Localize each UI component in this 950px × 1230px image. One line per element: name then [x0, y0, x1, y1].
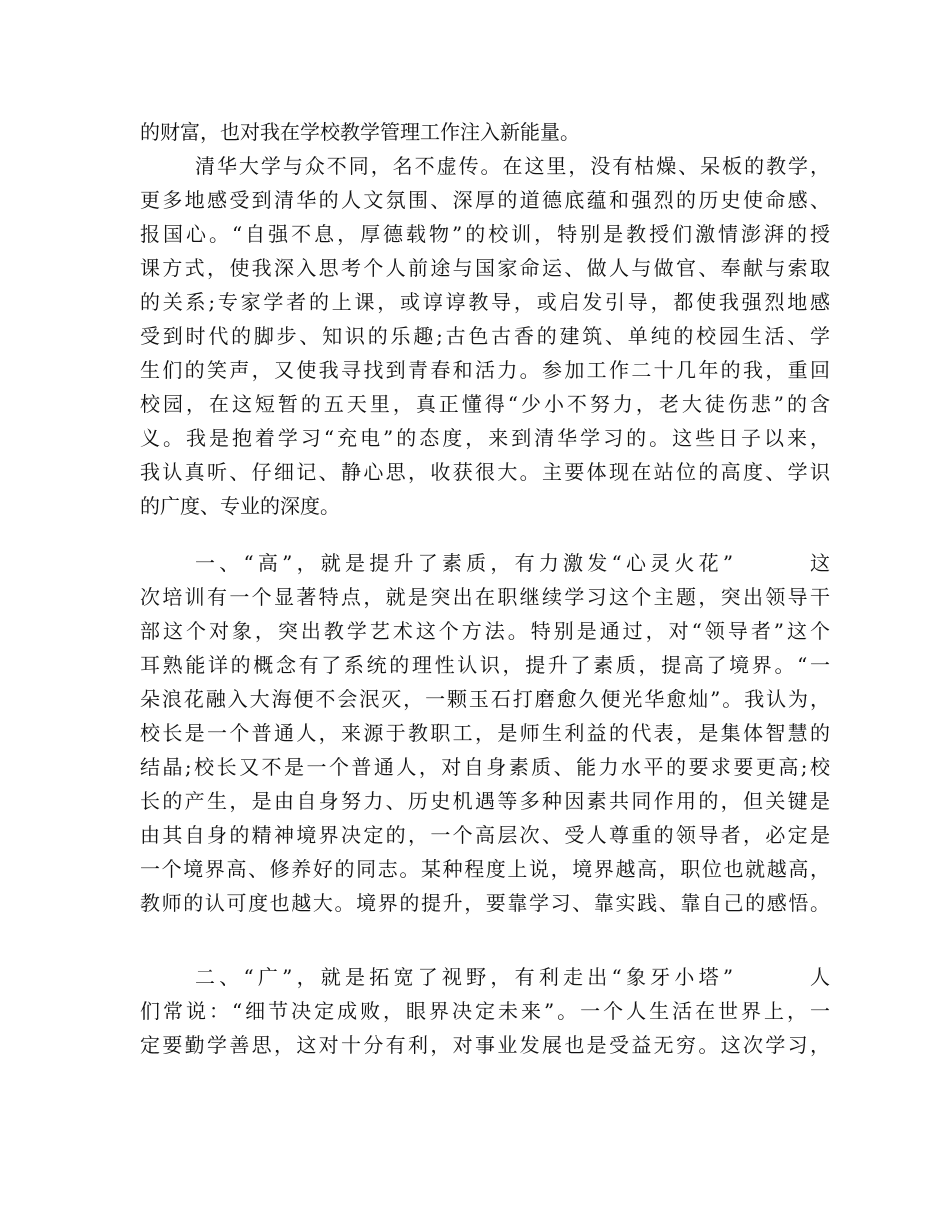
- text-line: 次培训有一个显著特点，就是突出在职继续学习这个主题，突出领导干: [140, 585, 830, 609]
- text-line: 朵浪花融入大海便不会泯灭，一颗玉石打磨愈久便光华愈灿”。我认为，: [140, 687, 830, 711]
- text-line: 更多地感受到清华的人文氛围、深厚的道德底蕴和强烈的历史使命感、: [140, 188, 830, 212]
- section-heading-2: 二、“广”，就是拓宽了视野，有利走出“象牙小塔” 人: [195, 965, 830, 989]
- text-line: 的关系;专家学者的上课，或谆谆教导，或启发引导，都使我强烈地感: [140, 290, 830, 314]
- text-line: 结晶;校长又不是一个普通人，对自身素质、能力水平的要求要更高;校: [140, 755, 830, 779]
- text-line: 受到时代的脚步、知识的乐趣;古色古香的建筑、单纯的校园生活、学: [140, 324, 830, 348]
- text-line: 校长是一个普通人，来源于教职工，是师生利益的代表，是集体智慧的: [140, 721, 830, 745]
- text-line: 课方式，使我深入思考个人前途与国家命运、做人与做官、奉献与索取: [140, 256, 830, 280]
- text-line: 的财富，也对我在学校教学管理工作注入新能量。: [140, 120, 580, 144]
- text-line: 部这个对象，突出教学艺术这个方法。特别是通过，对“领导者”这个: [140, 619, 830, 643]
- section-heading-1: 一、“高”，就是提升了素质，有力激发“心灵火花” 这: [195, 551, 830, 575]
- text-line: 的广度、专业的深度。: [140, 494, 340, 518]
- text-line: 生们的笑声，又使我寻找到青春和活力。参加工作二十几年的我，重回: [140, 358, 830, 382]
- text-line: 报国心。“自强不息，厚德载物”的校训，特别是教授们激情澎湃的授: [140, 222, 830, 246]
- text-line: 们常说：“细节决定成败，眼界决定未来”。一个人生活在世界上，一: [140, 999, 830, 1023]
- text-line: 长的产生，是由自身努力、历史机遇等多种因素共同作用的，但关键是: [140, 789, 830, 813]
- text-line: 耳熟能详的概念有了系统的理性认识，提升了素质，提高了境界。“一: [140, 653, 830, 677]
- text-line: 一个境界高、修养好的同志。某种程度上说，境界越高，职位也就越高，: [140, 857, 830, 881]
- text-line: 教师的认可度也越大。境界的提升，要靠学习、靠实践、靠自己的感悟。: [140, 891, 830, 915]
- text-line: 校园，在这短暂的五天里，真正懂得“少小不努力，老大徒伤悲”的含: [140, 392, 830, 416]
- text-line: 定要勤学善思，这对十分有利，对事业发展也是受益无穷。这次学习，: [140, 1033, 830, 1057]
- text-line: 我认真听、仔细记、静心思，收获很大。主要体现在站位的高度、学识: [140, 460, 830, 484]
- text-line: 清华大学与众不同，名不虚传。在这里，没有枯燥、呆板的教学，: [195, 154, 830, 178]
- text-line: 义。我是抱着学习“充电”的态度，来到清华学习的。这些日子以来，: [140, 426, 830, 450]
- text-line: 由其自身的精神境界决定的，一个高层次、受人尊重的领导者，必定是: [140, 823, 830, 847]
